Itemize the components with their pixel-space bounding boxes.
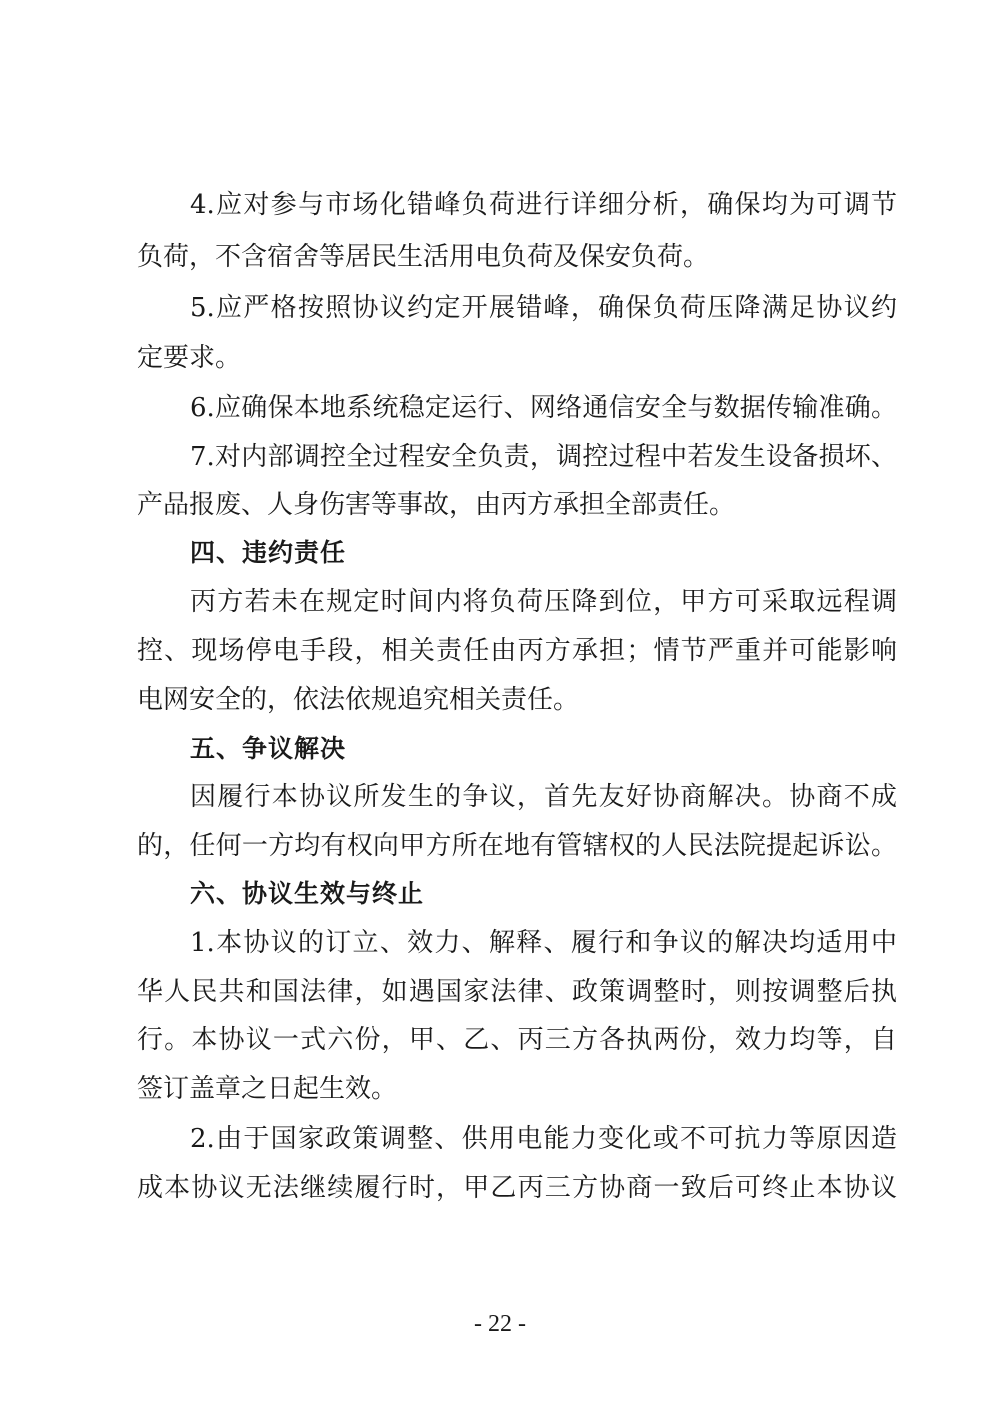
section-heading-breach: 四、违约责任: [190, 538, 347, 567]
effect-1-line-4: 签订盖章之日起生效。: [137, 1074, 398, 1104]
breach-line-3: 电网安全的，依法依规追究相关责任。: [137, 685, 580, 715]
clause-6-line-1: 6.应确保本地系统稳定运行、网络通信安全与数据传输准确。: [190, 393, 897, 423]
effect-2-line-1: 2.由于国家政策调整、供用电能力变化或不可抗力等原因造: [190, 1124, 897, 1154]
breach-line-1: 丙方若未在规定时间内将负荷压降到位，甲方可采取远程调: [190, 587, 897, 617]
page-number: - 22 -: [474, 1311, 526, 1337]
effect-1-line-3: 行。本协议一式六份，甲、乙、丙三方各执两份，效力均等，自: [137, 1025, 897, 1055]
clause-4-line-1: 4.应对参与市场化错峰负荷进行详细分析，确保均为可调节: [190, 190, 897, 220]
clause-4-line-2: 负荷，不含宿舍等居民生活用电负荷及保安负荷。: [137, 242, 710, 272]
dispute-line-1: 因履行本协议所发生的争议，首先友好协商解决。协商不成: [190, 782, 897, 812]
section-heading-effect: 六、协议生效与终止: [190, 879, 425, 908]
clause-7-line-1: 7.对内部调控全过程安全负责，调控过程中若发生设备损坏、: [190, 442, 897, 472]
section-heading-dispute: 五、争议解决: [190, 734, 347, 763]
dispute-line-2: 的，任何一方均有权向甲方所在地有管辖权的人民法院提起诉讼。: [137, 831, 897, 861]
breach-line-2: 控、现场停电手段，相关责任由丙方承担；情节严重并可能影响: [137, 636, 897, 666]
effect-1-line-2: 华人民共和国法律，如遇国家法律、政策调整时，则按调整后执: [137, 977, 897, 1007]
effect-2-line-2: 成本协议无法继续履行时，甲乙丙三方协商一致后可终止本协议: [137, 1173, 897, 1203]
clause-5-line-2: 定要求。: [137, 343, 242, 373]
clause-7-line-2: 产品报废、人身伤害等事故，由丙方承担全部责任。: [137, 490, 736, 520]
effect-1-line-1: 1.本协议的订立、效力、解释、履行和争议的解决均适用中: [190, 928, 897, 958]
clause-5-line-1: 5.应严格按照协议约定开展错峰，确保负荷压降满足协议约: [190, 293, 897, 323]
